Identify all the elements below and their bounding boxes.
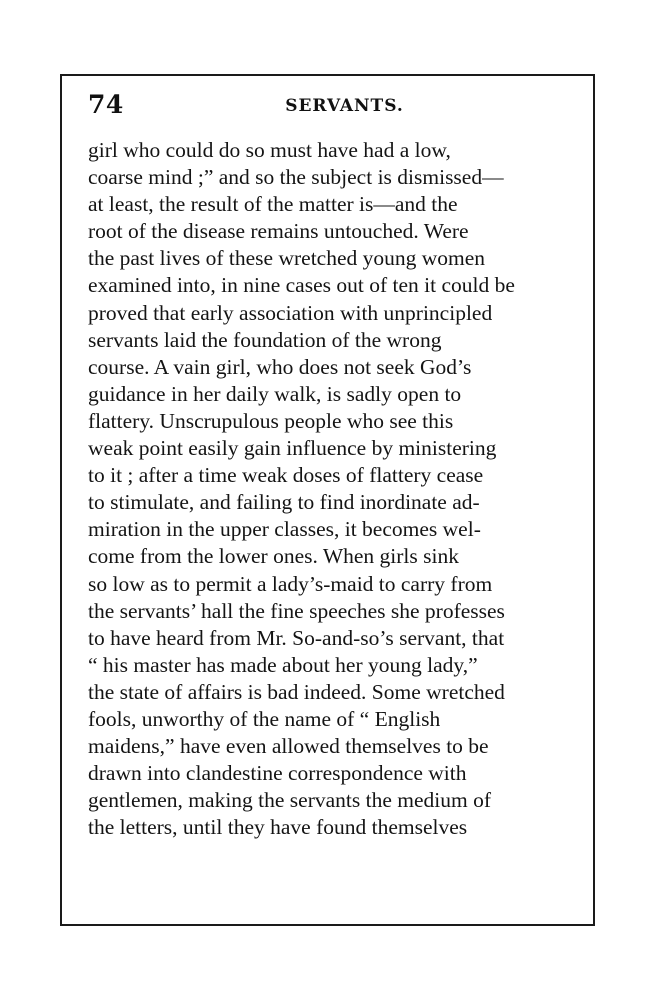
text-line: miration in the upper classes, it becomes wel-: [88, 517, 481, 542]
text-line: coarse mind ;” and so the subject is dismissed—: [88, 165, 504, 190]
page-number: 74: [88, 90, 124, 119]
text-line: to it ; after a time weak doses of flattery cease: [88, 463, 484, 488]
text-line: at least, the result of the matter is—and the: [88, 192, 458, 217]
text-line: root of the disease remains untouched. Were: [88, 219, 469, 244]
text-line: fools, unworthy of the name of “ English: [88, 706, 441, 731]
text-line: drawn into clandestine correspondence with: [88, 761, 467, 786]
text-line: maidens,” have even allowed themselves to be: [88, 734, 489, 759]
text-line: come from the lower ones. When girls sink: [88, 544, 459, 569]
page-header: [88, 90, 571, 124]
text-line: gentlemen, making the servants the medium of: [88, 788, 492, 813]
body-text: [88, 137, 571, 841]
text-line: the past lives of these wretched young women: [88, 246, 486, 271]
running-title: SERVANTS.: [285, 96, 404, 116]
text-line: course. A vain girl, who does not seek God’s: [88, 354, 472, 379]
text-line: girl who could do so must have had a low,: [88, 138, 451, 162]
text-line: the letters, until they have found themselves: [88, 815, 468, 840]
text-line: guidance in her daily walk, is sadly open to: [88, 381, 462, 406]
text-line: to have heard from Mr. So-and-so’s servant, that: [88, 625, 505, 650]
text-line: flattery. Unscrupulous people who see this: [88, 408, 454, 433]
text-line: proved that early association with unprincipled: [88, 300, 493, 325]
text-line: so low as to permit a lady’s-maid to carry from: [88, 571, 493, 596]
text-line: examined into, in nine cases out of ten it could be: [88, 273, 515, 298]
text-line: weak point easily gain influence by ministering: [88, 436, 497, 461]
bottom-border-rule: [60, 924, 595, 926]
text-line: “ his master has made about her young lady,”: [88, 652, 478, 677]
text-line: to stimulate, and failing to find inordinate ad-: [88, 490, 480, 515]
text-line: the servants’ hall the fine speeches she professes: [88, 598, 505, 623]
text-line: the state of affairs is bad indeed. Some wretched: [88, 679, 505, 704]
text-line: servants laid the foundation of the wrong: [88, 327, 442, 352]
